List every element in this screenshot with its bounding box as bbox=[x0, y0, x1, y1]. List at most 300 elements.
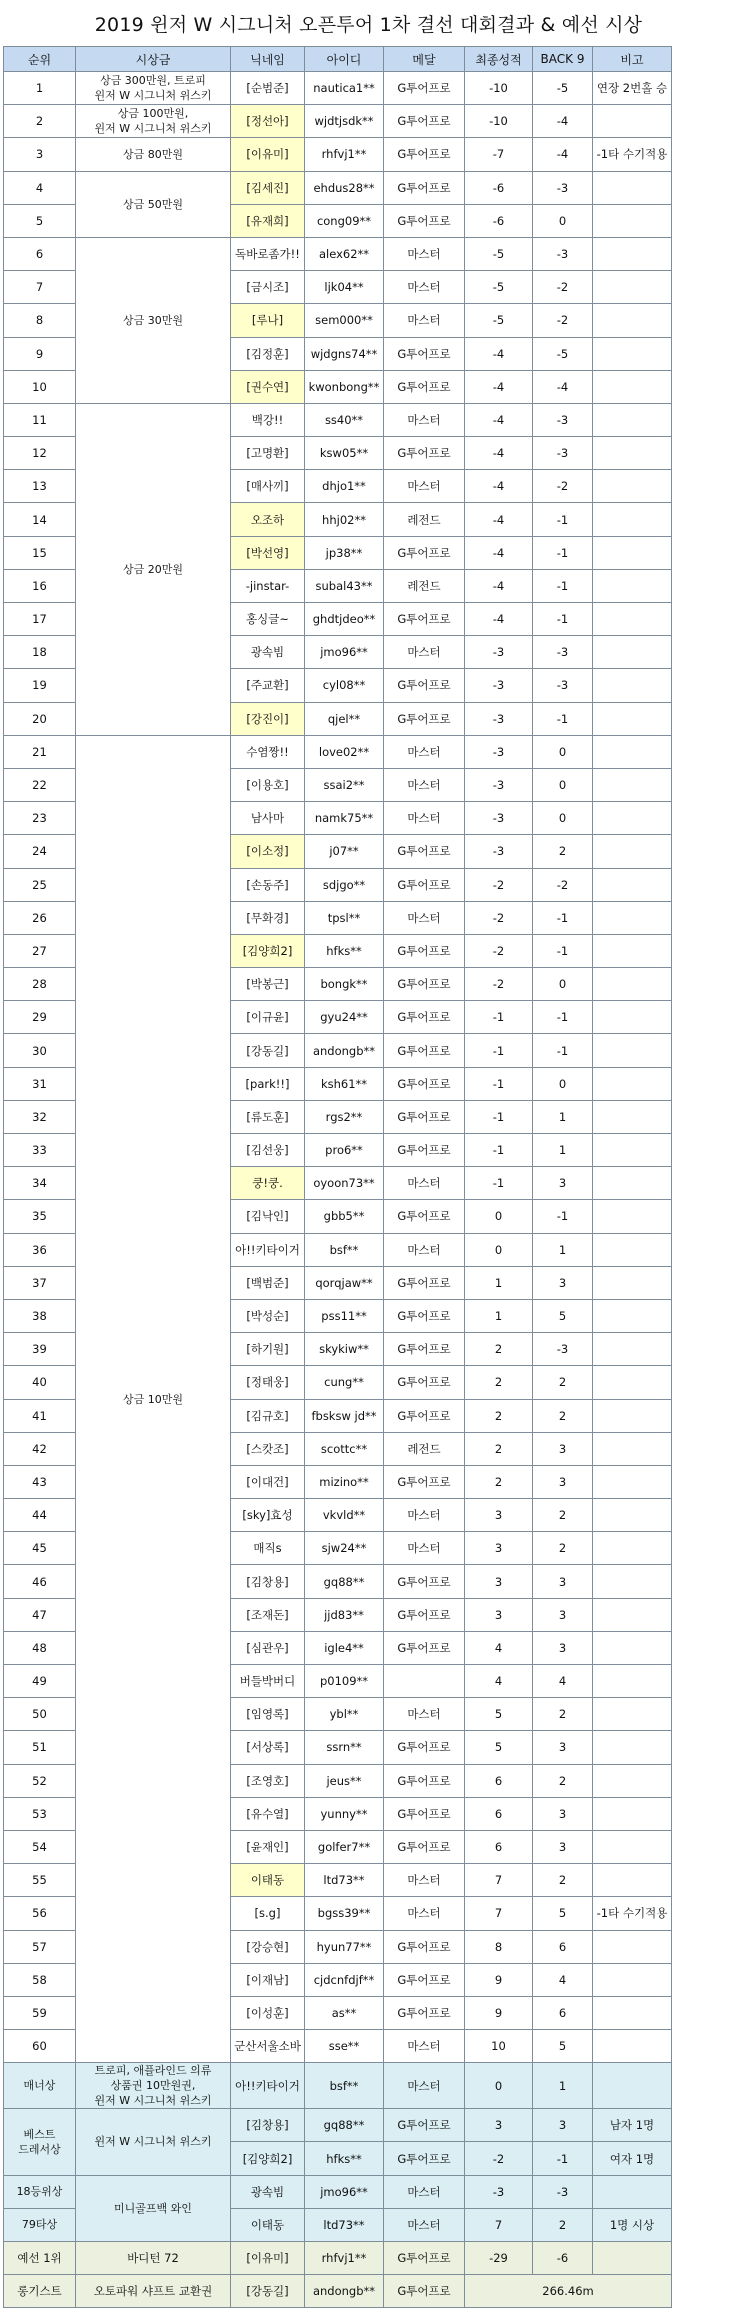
rank-cell: 51 bbox=[4, 1731, 76, 1764]
score-cell: -1 bbox=[465, 1034, 533, 1067]
medal-cell: G투어프로 bbox=[384, 1631, 465, 1664]
medal-cell: G투어프로 bbox=[384, 1465, 465, 1498]
id-cell: ss40** bbox=[305, 403, 384, 436]
nickname-cell: 쿵!쿵. bbox=[231, 1167, 305, 1200]
back9-cell: 3 bbox=[533, 1797, 593, 1830]
score-cell: -3 bbox=[465, 768, 533, 801]
score-cell: -10 bbox=[465, 105, 533, 138]
id-cell: mizino** bbox=[305, 1465, 384, 1498]
score-cell: 7 bbox=[465, 2208, 533, 2241]
note-cell bbox=[593, 968, 672, 1001]
table-row bbox=[4, 171, 672, 204]
nickname-cell: [조영호] bbox=[231, 1764, 305, 1797]
note-cell bbox=[593, 1764, 672, 1797]
nickname-cell: 이태동 bbox=[231, 1864, 305, 1897]
rank-cell: 48 bbox=[4, 1631, 76, 1664]
score-cell: -4 bbox=[465, 536, 533, 569]
score-cell: -2 bbox=[465, 2142, 533, 2175]
score-cell: -1 bbox=[465, 1100, 533, 1133]
note-cell bbox=[593, 868, 672, 901]
qualifier-row bbox=[4, 2242, 672, 2275]
nickname-cell: 광속빔 bbox=[231, 636, 305, 669]
back9-cell: -2 bbox=[533, 271, 593, 304]
nickname-cell: [박성순] bbox=[231, 1299, 305, 1332]
medal-cell: G투어프로 bbox=[384, 1333, 465, 1366]
note-cell bbox=[593, 2242, 672, 2275]
rank-cell: 17 bbox=[4, 603, 76, 636]
note-cell bbox=[593, 1665, 672, 1698]
medal-cell: 마스터 bbox=[384, 636, 465, 669]
rank-cell: 41 bbox=[4, 1399, 76, 1432]
medal-cell: G투어프로 bbox=[384, 934, 465, 967]
medal-cell: G투어프로 bbox=[384, 1930, 465, 1963]
id-cell: skykiw** bbox=[305, 1333, 384, 1366]
note-cell bbox=[593, 237, 672, 270]
note-cell bbox=[593, 2030, 672, 2063]
medal-cell: G투어프로 bbox=[384, 1067, 465, 1100]
rank-cell: 10 bbox=[4, 370, 76, 403]
note-cell bbox=[593, 1333, 672, 1366]
nickname-cell: [강동길] bbox=[231, 1034, 305, 1067]
id-cell: gbb5** bbox=[305, 1200, 384, 1233]
rank-cell: 56 bbox=[4, 1897, 76, 1930]
id-cell: bongk** bbox=[305, 968, 384, 1001]
nickname-cell: [김양희2] bbox=[231, 2142, 305, 2175]
score-cell: 6 bbox=[465, 1830, 533, 1863]
note-cell bbox=[593, 1432, 672, 1465]
score-cell: -29 bbox=[465, 2242, 533, 2275]
id-cell: sem000** bbox=[305, 304, 384, 337]
nickname-cell: 백강!! bbox=[231, 403, 305, 436]
id-cell: hfks** bbox=[305, 2142, 384, 2175]
id-cell: sse** bbox=[305, 2030, 384, 2063]
note-cell bbox=[593, 1930, 672, 1963]
note-cell bbox=[593, 901, 672, 934]
back9-cell: -3 bbox=[533, 171, 593, 204]
id-cell: gq88** bbox=[305, 2109, 384, 2142]
medal-cell: 마스터 bbox=[384, 2208, 465, 2241]
note-cell: 1명 시상 bbox=[593, 2208, 672, 2241]
back9-cell: 2 bbox=[533, 1399, 593, 1432]
rank-cell: 22 bbox=[4, 768, 76, 801]
medal-cell: 마스터 bbox=[384, 1499, 465, 1532]
nickname-cell: [정태웅] bbox=[231, 1366, 305, 1399]
back9-cell: 4 bbox=[533, 1665, 593, 1698]
nickname-cell: [이용호] bbox=[231, 768, 305, 801]
rank-cell: 13 bbox=[4, 470, 76, 503]
back9-cell: -1 bbox=[533, 536, 593, 569]
final-prize: 오토파워 샤프트 교환권 bbox=[76, 2275, 231, 2308]
id-cell: bgss39** bbox=[305, 1897, 384, 1930]
final-prize: 바디턴 72 bbox=[76, 2242, 231, 2275]
score-cell: -3 bbox=[465, 2175, 533, 2208]
id-cell: qorqjaw** bbox=[305, 1266, 384, 1299]
id-cell: namk75** bbox=[305, 802, 384, 835]
rank-cell: 46 bbox=[4, 1565, 76, 1598]
nickname-cell: [루나] bbox=[231, 304, 305, 337]
note-cell bbox=[593, 1698, 672, 1731]
rank-cell: 37 bbox=[4, 1266, 76, 1299]
rank-cell: 35 bbox=[4, 1200, 76, 1233]
score-cell: 4 bbox=[465, 1631, 533, 1664]
back9-cell: -3 bbox=[533, 237, 593, 270]
medal-cell: G투어프로 bbox=[384, 1134, 465, 1167]
medal-cell: 마스터 bbox=[384, 2030, 465, 2063]
note-cell bbox=[593, 105, 672, 138]
nickname-cell: [고명환] bbox=[231, 437, 305, 470]
id-cell: hfks** bbox=[305, 934, 384, 967]
back9-cell: -5 bbox=[533, 337, 593, 370]
id-cell: igle4** bbox=[305, 1631, 384, 1664]
medal-cell: 마스터 bbox=[384, 271, 465, 304]
medal-cell: 마스터 bbox=[384, 1233, 465, 1266]
rank-cell: 4 bbox=[4, 171, 76, 204]
score-cell: 5 bbox=[465, 1731, 533, 1764]
medal-cell: G투어프로 bbox=[384, 1100, 465, 1133]
score-cell: 2 bbox=[465, 1366, 533, 1399]
note-cell: -1타 수기적용 bbox=[593, 138, 672, 171]
prize-cell: 상금 100만원, 윈저 W 시그니처 위스키 bbox=[76, 105, 231, 138]
nickname-cell: [park!!] bbox=[231, 1067, 305, 1100]
medal-cell: 마스터 bbox=[384, 802, 465, 835]
medal-cell: G투어프로 bbox=[384, 1830, 465, 1863]
nickname-cell: [조재돈] bbox=[231, 1598, 305, 1631]
medal-cell: G투어프로 bbox=[384, 370, 465, 403]
nickname-cell: [김선웅] bbox=[231, 1134, 305, 1167]
back9-cell: -1 bbox=[533, 901, 593, 934]
back9-cell: 0 bbox=[533, 1067, 593, 1100]
back9-cell: 2 bbox=[533, 1499, 593, 1532]
back9-cell: 3 bbox=[533, 1631, 593, 1664]
medal-cell: 마스터 bbox=[384, 1698, 465, 1731]
back9-cell: -6 bbox=[533, 2242, 593, 2275]
id-cell: cung** bbox=[305, 1366, 384, 1399]
note-cell bbox=[593, 702, 672, 735]
score-cell: 3 bbox=[465, 1598, 533, 1631]
note-cell bbox=[593, 1034, 672, 1067]
rank-cell: 9 bbox=[4, 337, 76, 370]
note-cell bbox=[593, 1598, 672, 1631]
id-cell: alex62** bbox=[305, 237, 384, 270]
note-cell bbox=[593, 1134, 672, 1167]
back9-cell: -3 bbox=[533, 636, 593, 669]
id-cell: cyl08** bbox=[305, 669, 384, 702]
id-cell: ssrn** bbox=[305, 1731, 384, 1764]
id-cell: jp38** bbox=[305, 536, 384, 569]
back9-cell: 0 bbox=[533, 204, 593, 237]
rank-cell: 2 bbox=[4, 105, 76, 138]
rank-cell: 15 bbox=[4, 536, 76, 569]
score-cell: -4 bbox=[465, 603, 533, 636]
rank-cell: 31 bbox=[4, 1067, 76, 1100]
rank-cell: 30 bbox=[4, 1034, 76, 1067]
back9-cell: -5 bbox=[533, 72, 593, 105]
nickname-cell: 아!!키타이거 bbox=[231, 1233, 305, 1266]
rank-cell: 36 bbox=[4, 1233, 76, 1266]
note-cell bbox=[593, 370, 672, 403]
nickname-cell: [주교환] bbox=[231, 669, 305, 702]
score-cell: -3 bbox=[465, 802, 533, 835]
rank-cell: 49 bbox=[4, 1665, 76, 1698]
medal-cell: G투어프로 bbox=[384, 1797, 465, 1830]
id-cell: jeus** bbox=[305, 1764, 384, 1797]
score-cell: -4 bbox=[465, 370, 533, 403]
id-cell: bsf** bbox=[305, 2063, 384, 2109]
award-prize: 미니골프백 와인 bbox=[76, 2175, 231, 2241]
medal-cell: 마스터 bbox=[384, 304, 465, 337]
medal-cell: G투어프로 bbox=[384, 204, 465, 237]
nickname-cell: [하기원] bbox=[231, 1333, 305, 1366]
back9-cell: -3 bbox=[533, 2175, 593, 2208]
rank-cell: 20 bbox=[4, 702, 76, 735]
rank-cell: 53 bbox=[4, 1797, 76, 1830]
score-cell: -4 bbox=[465, 569, 533, 602]
note-cell bbox=[593, 1830, 672, 1863]
back9-cell: 6 bbox=[533, 1930, 593, 1963]
note-cell bbox=[593, 1399, 672, 1432]
id-cell: hhj02** bbox=[305, 503, 384, 536]
medal-cell: G투어프로 bbox=[384, 105, 465, 138]
id-cell: ehdus28** bbox=[305, 171, 384, 204]
id-cell: fbsksw jd** bbox=[305, 1399, 384, 1432]
id-cell: cjdcnfdjf** bbox=[305, 1963, 384, 1996]
id-cell: cong09** bbox=[305, 204, 384, 237]
note-cell bbox=[593, 1631, 672, 1664]
final-label: 롱기스트 bbox=[4, 2275, 76, 2308]
header-rank: 순위 bbox=[4, 47, 76, 72]
nickname-cell: [임영록] bbox=[231, 1698, 305, 1731]
note-cell bbox=[593, 204, 672, 237]
medal-cell: G투어프로 bbox=[384, 2142, 465, 2175]
rank-cell: 39 bbox=[4, 1333, 76, 1366]
back9-cell: -4 bbox=[533, 138, 593, 171]
medal-cell: 레전드 bbox=[384, 503, 465, 536]
id-cell: wjdtjsdk** bbox=[305, 105, 384, 138]
medal-cell: G투어프로 bbox=[384, 1034, 465, 1067]
score-cell: 2 bbox=[465, 1333, 533, 1366]
header-note: 비고 bbox=[593, 47, 672, 72]
table-row bbox=[4, 403, 672, 436]
nickname-cell: [백범준] bbox=[231, 1266, 305, 1299]
nickname-cell: [이재남] bbox=[231, 1963, 305, 1996]
medal-cell: G투어프로 bbox=[384, 1299, 465, 1332]
back9-cell: 2 bbox=[533, 1532, 593, 1565]
nickname-cell: [김낙인] bbox=[231, 1200, 305, 1233]
nickname-cell: 아!!키타이거 bbox=[231, 2063, 305, 2109]
note-cell bbox=[593, 271, 672, 304]
header-id: 아이디 bbox=[305, 47, 384, 72]
rank-cell: 34 bbox=[4, 1167, 76, 1200]
id-cell: bsf** bbox=[305, 1233, 384, 1266]
rank-cell: 45 bbox=[4, 1532, 76, 1565]
nickname-cell: [손동주] bbox=[231, 868, 305, 901]
medal-cell: G투어프로 bbox=[384, 2275, 465, 2308]
back9-cell: 1 bbox=[533, 2063, 593, 2109]
id-cell: wjdgns74** bbox=[305, 337, 384, 370]
nickname-cell: [유재희] bbox=[231, 204, 305, 237]
nickname-cell: [순범준] bbox=[231, 72, 305, 105]
back9-cell: 1 bbox=[533, 1134, 593, 1167]
note-cell bbox=[593, 1996, 672, 2029]
rank-cell: 21 bbox=[4, 735, 76, 768]
nickname-cell: [매사끼] bbox=[231, 470, 305, 503]
back9-cell: 3 bbox=[533, 1465, 593, 1498]
back9-cell: 5 bbox=[533, 1299, 593, 1332]
id-cell: love02** bbox=[305, 735, 384, 768]
nickname-cell: [류도훈] bbox=[231, 1100, 305, 1133]
back9-cell: 3 bbox=[533, 1266, 593, 1299]
medal-cell: G투어프로 bbox=[384, 669, 465, 702]
rank-cell: 54 bbox=[4, 1830, 76, 1863]
rank-cell: 16 bbox=[4, 569, 76, 602]
score-cell: -2 bbox=[465, 901, 533, 934]
back9-cell: -4 bbox=[533, 105, 593, 138]
back9-cell: -2 bbox=[533, 304, 593, 337]
score-cell: -6 bbox=[465, 204, 533, 237]
back9-cell: 3 bbox=[533, 1598, 593, 1631]
medal-cell: G투어프로 bbox=[384, 171, 465, 204]
results-table bbox=[3, 46, 672, 2308]
nickname-cell: [강동길] bbox=[231, 2275, 305, 2308]
note-cell bbox=[593, 470, 672, 503]
score-cell: 2 bbox=[465, 1399, 533, 1432]
id-cell: kwonbong** bbox=[305, 370, 384, 403]
score-cell: 10 bbox=[465, 2030, 533, 2063]
id-cell: gq88** bbox=[305, 1565, 384, 1598]
nickname-cell: [김정훈] bbox=[231, 337, 305, 370]
header-row bbox=[4, 47, 672, 72]
back9-cell: 3 bbox=[533, 1731, 593, 1764]
rank-cell: 42 bbox=[4, 1432, 76, 1465]
nickname-cell: [김창용] bbox=[231, 1565, 305, 1598]
id-cell: yunny** bbox=[305, 1797, 384, 1830]
rank-cell: 3 bbox=[4, 138, 76, 171]
score-cell: 5 bbox=[465, 1698, 533, 1731]
note-cell bbox=[593, 603, 672, 636]
nickname-cell: [김규호] bbox=[231, 1399, 305, 1432]
note-cell bbox=[593, 835, 672, 868]
nickname-cell: -jinstar- bbox=[231, 569, 305, 602]
score-cell: -5 bbox=[465, 304, 533, 337]
nickname-cell: [김양희2] bbox=[231, 934, 305, 967]
back9-cell: -1 bbox=[533, 1034, 593, 1067]
award-label: 18등위상 bbox=[4, 2175, 76, 2208]
back9-cell: -3 bbox=[533, 437, 593, 470]
medal-cell: 마스터 bbox=[384, 403, 465, 436]
award-label: 베스트 드레서상 bbox=[4, 2109, 76, 2175]
nickname-cell: [유수열] bbox=[231, 1797, 305, 1830]
score-cell: -4 bbox=[465, 503, 533, 536]
medal-cell: G투어프로 bbox=[384, 437, 465, 470]
score-cell: -5 bbox=[465, 271, 533, 304]
longest-row bbox=[4, 2275, 672, 2308]
score-cell: 2 bbox=[465, 1432, 533, 1465]
note-cell bbox=[593, 802, 672, 835]
header-back9: BACK 9 bbox=[533, 47, 593, 72]
medal-cell: G투어프로 bbox=[384, 835, 465, 868]
back9-cell: 2 bbox=[533, 1698, 593, 1731]
score-cell: -4 bbox=[465, 470, 533, 503]
score-cell: 3 bbox=[465, 1499, 533, 1532]
note-cell bbox=[593, 2175, 672, 2208]
id-cell: gyu24** bbox=[305, 1001, 384, 1034]
back9-cell: 2 bbox=[533, 1366, 593, 1399]
note-cell bbox=[593, 636, 672, 669]
rank-cell: 11 bbox=[4, 403, 76, 436]
nickname-cell: [김창용] bbox=[231, 2109, 305, 2142]
medal-cell: 마스터 bbox=[384, 901, 465, 934]
rank-cell: 29 bbox=[4, 1001, 76, 1034]
rank-cell: 33 bbox=[4, 1134, 76, 1167]
medal-cell: G투어프로 bbox=[384, 138, 465, 171]
nickname-cell: 군산서울소바 bbox=[231, 2030, 305, 2063]
score-cell: -1 bbox=[465, 1167, 533, 1200]
score-cell: -1 bbox=[465, 1001, 533, 1034]
note-cell: 연장 2번홀 승 bbox=[593, 72, 672, 105]
id-cell: jmo96** bbox=[305, 2175, 384, 2208]
medal-cell: G투어프로 bbox=[384, 1996, 465, 2029]
table-row bbox=[4, 735, 672, 768]
score-cell: 4 bbox=[465, 1665, 533, 1698]
medal-cell: 마스터 bbox=[384, 768, 465, 801]
medal-cell: 레전드 bbox=[384, 569, 465, 602]
note-cell bbox=[593, 1233, 672, 1266]
nickname-cell: [권수연] bbox=[231, 370, 305, 403]
medal-cell: 마스터 bbox=[384, 1167, 465, 1200]
rank-cell: 57 bbox=[4, 1930, 76, 1963]
back9-cell: 3 bbox=[533, 1830, 593, 1863]
id-cell: sdjgo** bbox=[305, 868, 384, 901]
note-cell bbox=[593, 1565, 672, 1598]
rank-cell: 32 bbox=[4, 1100, 76, 1133]
score-cell: -10 bbox=[465, 72, 533, 105]
back9-cell: 0 bbox=[533, 735, 593, 768]
medal-cell: G투어프로 bbox=[384, 2109, 465, 2142]
rank-cell: 52 bbox=[4, 1764, 76, 1797]
score-cell: 3 bbox=[465, 1565, 533, 1598]
header-medal: 메달 bbox=[384, 47, 465, 72]
score-cell: 1 bbox=[465, 1299, 533, 1332]
score-cell: 3 bbox=[465, 1532, 533, 1565]
award-prize: 윈저 W 시그니처 위스키 bbox=[76, 2109, 231, 2175]
id-cell: pro6** bbox=[305, 1134, 384, 1167]
note-cell bbox=[593, 1200, 672, 1233]
medal-cell: 마스터 bbox=[384, 2063, 465, 2109]
rank-cell: 24 bbox=[4, 835, 76, 868]
nickname-cell: 홍싱글~ bbox=[231, 603, 305, 636]
medal-cell: G투어프로 bbox=[384, 868, 465, 901]
score-cell: 1 bbox=[465, 1266, 533, 1299]
header-final-score: 최종성적 bbox=[465, 47, 533, 72]
medal-cell: 마스터 bbox=[384, 237, 465, 270]
score-cell: 8 bbox=[465, 1930, 533, 1963]
back9-cell: 4 bbox=[533, 1963, 593, 1996]
medal-cell: G투어프로 bbox=[384, 968, 465, 1001]
nickname-cell: [이규윤] bbox=[231, 1001, 305, 1034]
score-cell: 7 bbox=[465, 1864, 533, 1897]
medal-cell: 마스터 bbox=[384, 1532, 465, 1565]
id-cell: jmo96** bbox=[305, 636, 384, 669]
score-cell: -5 bbox=[465, 237, 533, 270]
id-cell: vkvld** bbox=[305, 1499, 384, 1532]
id-cell: ssai2** bbox=[305, 768, 384, 801]
note-cell bbox=[593, 1963, 672, 1996]
id-cell: oyoon73** bbox=[305, 1167, 384, 1200]
medal-cell: 레전드 bbox=[384, 1432, 465, 1465]
nickname-cell: [김세진] bbox=[231, 171, 305, 204]
note-cell bbox=[593, 569, 672, 602]
note-cell bbox=[593, 1067, 672, 1100]
